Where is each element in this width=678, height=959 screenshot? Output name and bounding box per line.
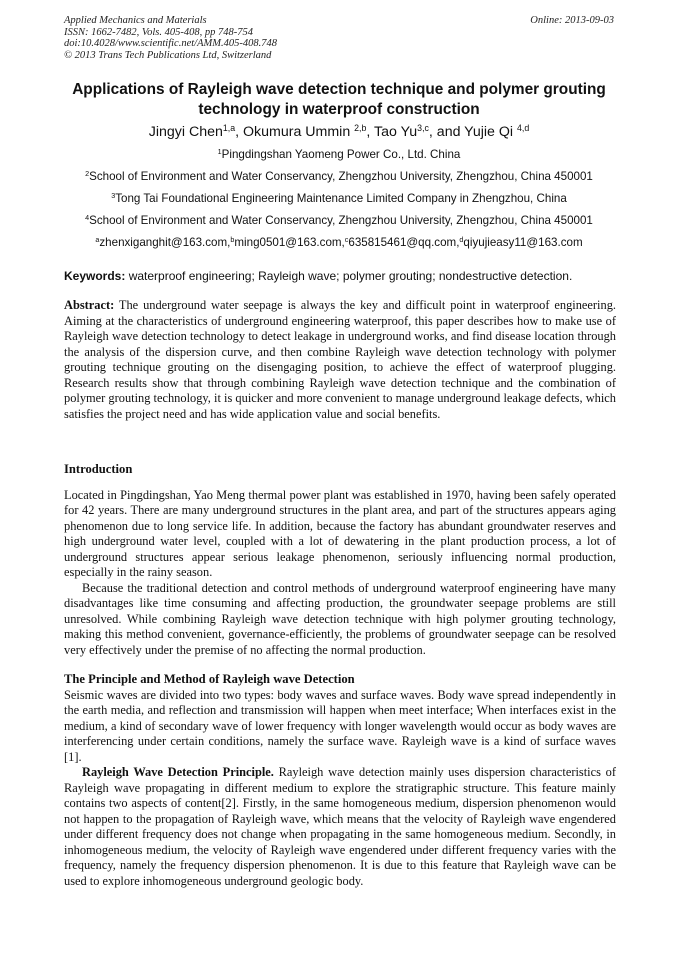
affiliation-marker: 3 (111, 191, 116, 201)
keywords (64, 268, 616, 284)
subsection-label: Rayleigh Wave Detection Principle. (82, 765, 274, 779)
affiliation-text: Pingdingshan Yaomeng Power Co., Ltd. China (221, 148, 461, 161)
section-heading-principle: The Principle and Method of Rayleigh wave Detection (64, 672, 355, 686)
affiliation-marker: 1 (217, 147, 222, 157)
affiliation-marker: 2 (85, 169, 90, 179)
affiliation-3 (40, 191, 638, 207)
author-affiliation-marker: 2,b (354, 123, 367, 134)
introduction-section (64, 462, 616, 658)
affiliation-text: School of Environment and Water Conservancy, Zhengzhou University, Zhengzhou, China 450001 (89, 214, 593, 227)
author-separator: , (235, 124, 243, 140)
issn-line: ISSN: 1662-7482, Vols. 405-408, pp 748-754 (64, 26, 253, 38)
email-list (40, 235, 638, 251)
email-link[interactable]: ming0501@163.com, (234, 236, 345, 249)
paper-title: Applications of Rayleigh wave detection technique and polymer grouting technology in waterproof construction (72, 81, 606, 118)
author-separator: , (366, 124, 375, 140)
keywords-text: waterproof engineering; Rayleigh wave; polymer grouting; nondestructive detection. (125, 269, 573, 283)
paragraph (64, 765, 616, 889)
email-marker: d (459, 235, 464, 245)
abstract-label: Abstract: (64, 298, 115, 312)
author-affiliation-marker: 3,c (417, 123, 429, 134)
abstract (64, 298, 616, 422)
online-date: Online: 2013-09-03 (530, 15, 614, 26)
keywords-label: Keywords: (64, 269, 126, 283)
affiliation-text: Tong Tai Foundational Engineering Maintenance Limited Company in Zhengzhou, China (115, 192, 567, 205)
doi-line[interactable]: doi:10.4028/www.scientific.net/AMM.405-408.748 (64, 38, 277, 50)
author-affiliation-marker: 1,a (222, 123, 236, 134)
email-marker: b (230, 235, 235, 245)
abstract-text: The underground water seepage is always the key and difficult point in waterproof engineering. Aiming at the characteristics of underground engineering waterproof, this paper describes how to make use of Rayleigh wave detection technology to detect leakage in underground works, and find disease location through the analysis of the dispersion curve, and then combine Rayleigh wave detection technology with polymer grouting technique grouting on the disengaging position, to achieve the effect of waterproof plugging. Research results show that through combining Rayleigh wave detection technique and the combination of polymer grouting technology, it is quicker and more convenient to manage underground leakage defects, which satisfies the project need and has wide application value and social benefits. (64, 298, 616, 421)
paragraph-text: Rayleigh wave detection mainly uses dispersion characteristics of Rayleigh wave propagating in different medium to explore the stratigraphic structure. This feature mainly contains two aspects of content[2]. Firstly, in the same homogeneous medium, dispersion phenomenon would not happen to the propagation of Rayleigh wave, which means that the velocity of Rayleigh wave engendered under different frequency does not change when propagating in the same homogeneous medium. Secondly, in inhomogeneous medium, the velocity of Rayleigh wave engendered under different frequency varies with the frequency, namely the frequency dispersion phenomenon. It is due to this feature that Rayleigh wave can be used to explore inhomogeneous underground geologic body. (64, 765, 616, 888)
paragraph: Located in Pingdingshan, Yao Meng thermal power plant was established in 1970, having been safely operated for 42 years. There are many underground structures in the plant area, and part of the structures appears aging phenomenon due to long service life. In addition, because the factory has abundant groundwater reserves and high underground water level, coupled with a lot of dewatering in the plant production process, a lot of underground structures appear serious leakage phenomenon, seriously influencing normal production, especially in the rainy season. (64, 487, 616, 579)
principle-section (64, 672, 616, 889)
affiliation-marker: 4 (85, 213, 90, 223)
email-link[interactable]: zhenxiganghit@163.com, (99, 236, 231, 249)
author-list (40, 122, 638, 142)
author-separator: , and (428, 124, 465, 140)
email-marker: a (95, 235, 100, 245)
paragraph: Seismic waves are divided into two types: body waves and surface waves. Body wave spread independently in the earth media, and reflection and transmission will happen when meet interface; When interfaces exist in the medium, a kind of secondary wave of lower frequency with longer wavelength would occur as body waves are interferencing under certain conditions, namely the surface wave. Rayleigh wave is a kind of surface waves [1]. (64, 687, 616, 764)
section-heading-introduction: Introduction (64, 462, 133, 476)
author-name: Jingyi Chen (148, 124, 223, 140)
journal-header (64, 15, 614, 61)
journal-name: Applied Mechanics and Materials (64, 15, 207, 26)
copyright-line: © 2013 Trans Tech Publications Ltd, Switzerland (64, 49, 272, 61)
author-name: Yujie Qi (464, 124, 518, 140)
author-name: Okumura Ummin (243, 124, 355, 140)
affiliation-1 (40, 147, 638, 163)
affiliation-4 (40, 213, 638, 229)
author-name: Tao Yu (374, 124, 418, 140)
email-link[interactable]: 635815461@qq.com, (348, 236, 460, 249)
affiliation-text: School of Environment and Water Conservancy, Zhengzhou University, Zhengzhou, China 450001 (89, 170, 593, 183)
author-affiliation-marker: 4,d (517, 123, 530, 134)
email-marker: c (344, 235, 349, 245)
affiliation-2 (40, 169, 638, 185)
paragraph: Because the traditional detection and control methods of underground waterproof engineering have many disadvantages like time consuming and affecting production, the groundwater seepage problems are still unresolved. While combining Rayleigh wave detection technique with high polymer grouting technology, making this method convenient, governance-efficiently, the problems of groundwater seepage can be resolved very effectively under the premise of no affecting the normal production. (64, 580, 616, 657)
email-link[interactable]: qiyujieasy11@163.com (463, 236, 583, 249)
